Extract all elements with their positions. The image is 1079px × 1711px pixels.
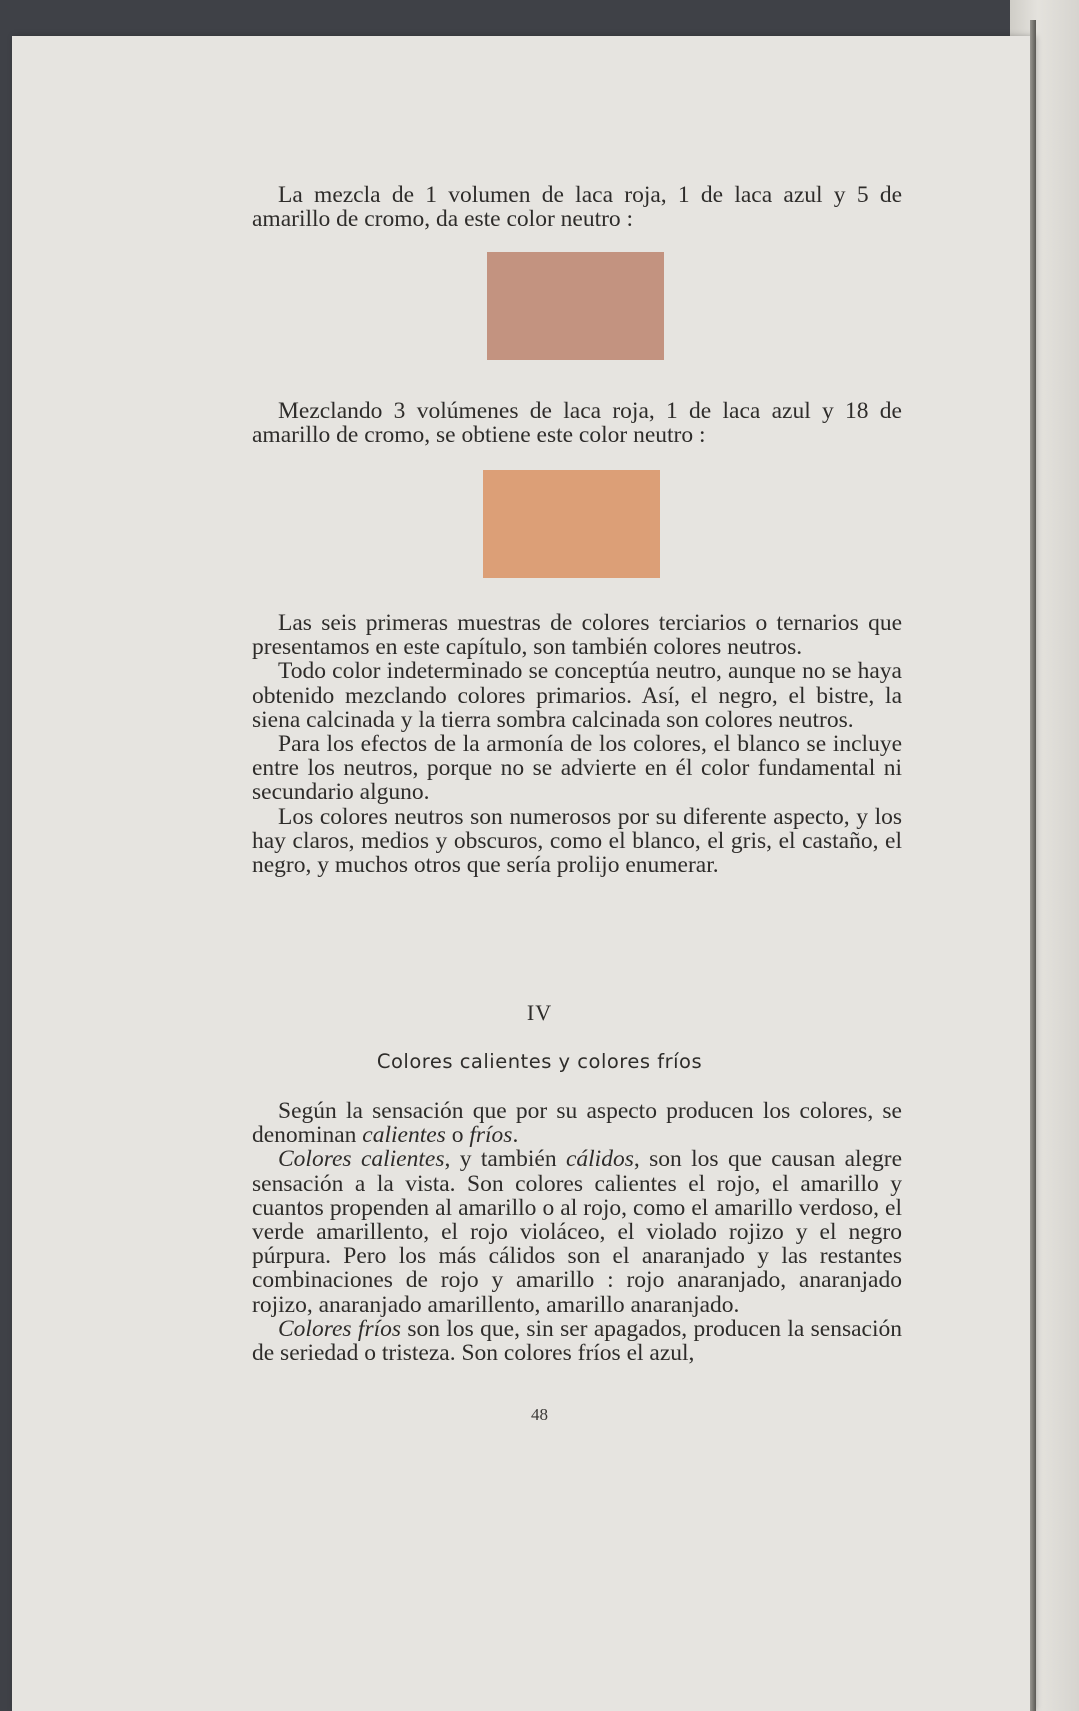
color-swatch-neutral-1	[487, 252, 664, 360]
paragraph: Las seis primeras muestras de colores terciarios o ternarios que presentamos en este capítulo, son también colores neutros.	[252, 610, 902, 661]
section-title: Colores calientes y colores fríos	[376, 1050, 703, 1073]
section-number: IV	[526, 1000, 553, 1025]
body-text-warm-cold	[252, 1099, 902, 1365]
paragraph: Todo color indeterminado se conceptúa neutro, aunque no se haya obtenido mezclando colores primarios. Así, el negro, el bistre, la siena calcinada y la tierra sombra calcinada son colores neutros.	[252, 658, 902, 733]
paragraph: Según la sensación que por su aspecto producen los colores, se denominan calientes o fríos.	[252, 1098, 902, 1149]
paragraph: Colores fríos son los que, sin ser apagados, producen la sensación de seriedad o tristeza. Son colores fríos el azul,	[252, 1315, 902, 1367]
page-number: 48	[531, 1405, 548, 1424]
intro-paragraph-1: La mezcla de 1 volumen de laca roja, 1 de laca azul y 5 de amarillo de cromo, da este color neutro :	[252, 182, 902, 233]
intro-paragraph-2: Mezclando 3 volúmenes de laca roja, 1 de laca azul y 18 de amarillo de cromo, se obtiene este color neutro :	[252, 398, 902, 449]
paragraph: Para los efectos de la armonía de los colores, el blanco se incluye entre los neutros, porque no se advierte en él color fundamental ni secundario alguno.	[252, 731, 902, 806]
paragraph: Los colores neutros son numerosos por su diferente aspecto, y los hay claros, medios y obscuros, como el blanco, el gris, el castaño, el negro, y muchos otros que sería prolijo enumerar.	[252, 803, 902, 879]
page-fold-shadow	[1030, 20, 1036, 1711]
color-swatch-neutral-2	[483, 470, 660, 578]
paragraph: Colores calientes, y también cálidos, son los que causan alegre sensación a la vista. Son colores calientes el rojo, el amarillo y cuantos propenden al amarillo o al rojo, como el amarillo verdoso, el verde amarillento, el rojo violáceo, el violado rojizo y el negro púrpura. Pero los más cálidos son el anaranjado y las restantes combinaciones de rojo y amarillo : rojo anaranjado, anaranjado rojizo, anaranjado amarillento, amarillo anaranjado.	[252, 1146, 903, 1318]
body-text-neutrals	[252, 611, 902, 877]
